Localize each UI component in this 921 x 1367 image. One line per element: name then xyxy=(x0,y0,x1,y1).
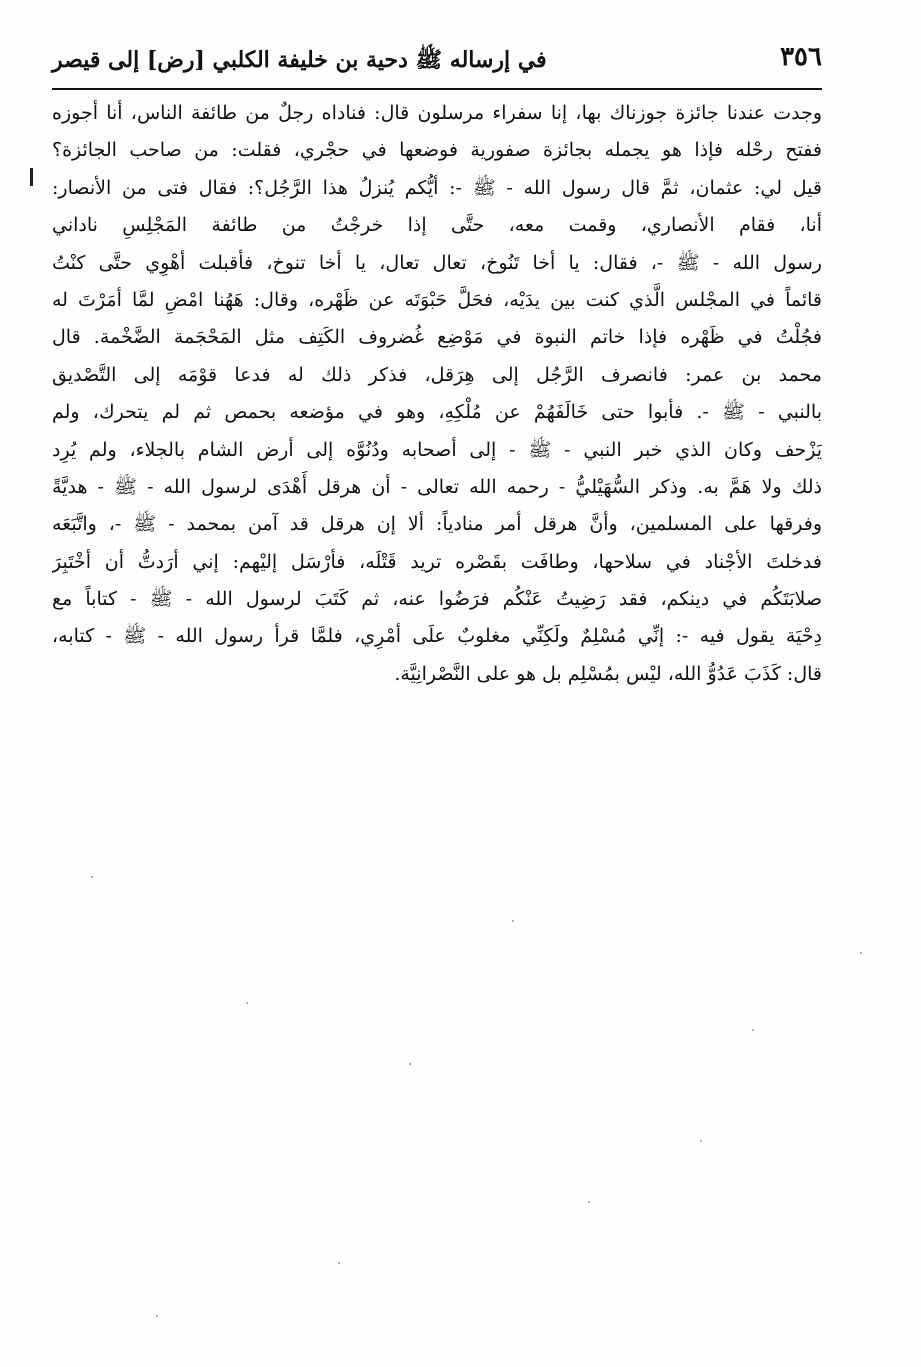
text-line: أنا، فقام الأنصاري، وقمت معه، حتَّى إذا خرجْتُ من طائفة المَجْلِسِ ناداني xyxy=(52,214,822,237)
text-line: محمد بن عمر: فانصرف الرَّجُل إلى هِرَقل، فذكر ذلك له فدعا قوْمَه إلى التَّصْديق xyxy=(52,363,822,386)
text-line: وفرقها على المسلمين، وأنَّ هرقل أمر منادياً: ألا إن هرقل قد آمن بمحمد - ﷺ -، واتَّبَعَه xyxy=(52,513,822,536)
text-line: وجدت عندنا جائزة جوزناك بها، إنا سفراء مرسلون قال: فناداه رجلٌ من طائفة الناس، أنا أجوزه xyxy=(52,102,822,124)
header-rule xyxy=(52,88,822,90)
text-line: رسول الله - ﷺ -، فقال: يا أخا تَنُوخ، تعال تعال، يا أخا تنوخ، فأقبلت أهْوِي حتَّى كنْتُ xyxy=(52,251,822,274)
text-line: قيل لي: عثمان، ثمَّ قال رسول الله - ﷺ -: أيُّكم يُنزلُ هذا الرَّجُل؟: فقال فتى من الأنصار: xyxy=(52,176,822,199)
page-number: ٣٥٦ xyxy=(780,42,822,72)
scan-speck xyxy=(752,1029,754,1031)
body-text xyxy=(52,95,822,693)
scan-speck xyxy=(860,952,862,954)
text-line: صلابَتَكُم في دينكم، فقد رَضِيتُ عَنْكُم فرَضُوا عنه، ثم كَتَبَ لرسول الله - ﷺ - كتاباً مع xyxy=(52,588,822,611)
text-line: فجُلْتُ في ظَهْره فإذا خاتم النبوة في مَوْضِع غُضروف الكَتِف مثل المَحْجَمة الضَّخْمة. قال xyxy=(52,326,822,349)
text-line: ففتح رحْله فإذا هو يجمله بجائزة صفورية فوضعها في حجْري، فقلت: من صاحب الجائزة؟ xyxy=(52,139,822,162)
text-line: يَزْحف وكان الذي خبر النبي - ﷺ - إلى أصحابه ودُنُوَّه إلى أرض الشام بالجلاء، ولم يُرِد xyxy=(52,438,822,461)
scan-speck xyxy=(338,1262,340,1264)
scan-speck xyxy=(246,1002,248,1004)
page-header xyxy=(52,38,822,88)
text-line: ذلك ولا هَمَّ به. وذكر السُّهَيْليُّ - رحمه الله تعالى - أن هرقل أَهْدَى لرسول الله - ﷺ - هديَّةً xyxy=(52,475,822,498)
running-title: في إرساله ﷺ دحية بن خليفة الكلبي [رض] إلى قيصر xyxy=(52,47,547,73)
text-line: دِحْيَة يقول فيه -: إنِّي مُسْلِمٌ ولَكِنِّي مغلوبٌ علَى أمْرِي، فلمَّا قرأ رسول الله - ﷺ - كتابه، xyxy=(52,625,822,648)
scan-speck xyxy=(512,920,514,922)
scan-speck xyxy=(700,1140,702,1142)
text-line: فدخلتَ الأجْناد في سلاحها، وطافَت بقَصْره تريد قَتْلَه، فأرْسَل إليْهم: إني أرَدتُّ أن أخْتَبِرَ xyxy=(52,550,822,573)
scan-speck xyxy=(588,1201,590,1203)
scan-speck xyxy=(91,876,93,878)
scan-edge-mark xyxy=(30,168,33,186)
scan-speck xyxy=(409,1063,411,1065)
text-line: قال: كَذَبَ عَدُوُّ الله، ليْس بمُسْلِم بل هو على النَّصْرانِيَّة. xyxy=(394,662,822,685)
scan-speck xyxy=(156,1315,158,1317)
text-line: قائماً في المجْلس الَّذي كنت بين يدَيْه، فحَلَّ حَبْوَتَه عن ظَهْره، وقال: هَهُنا امْضِ لمَّا أمَرْتَ له xyxy=(52,288,822,311)
text-line: بالنبي - ﷺ -. فأبوا حتى خَالَفَهُمْ عن مُلْكِهِ، وهو في مؤضعه بحمص ثم لم يتحرك، ولم xyxy=(52,401,822,424)
